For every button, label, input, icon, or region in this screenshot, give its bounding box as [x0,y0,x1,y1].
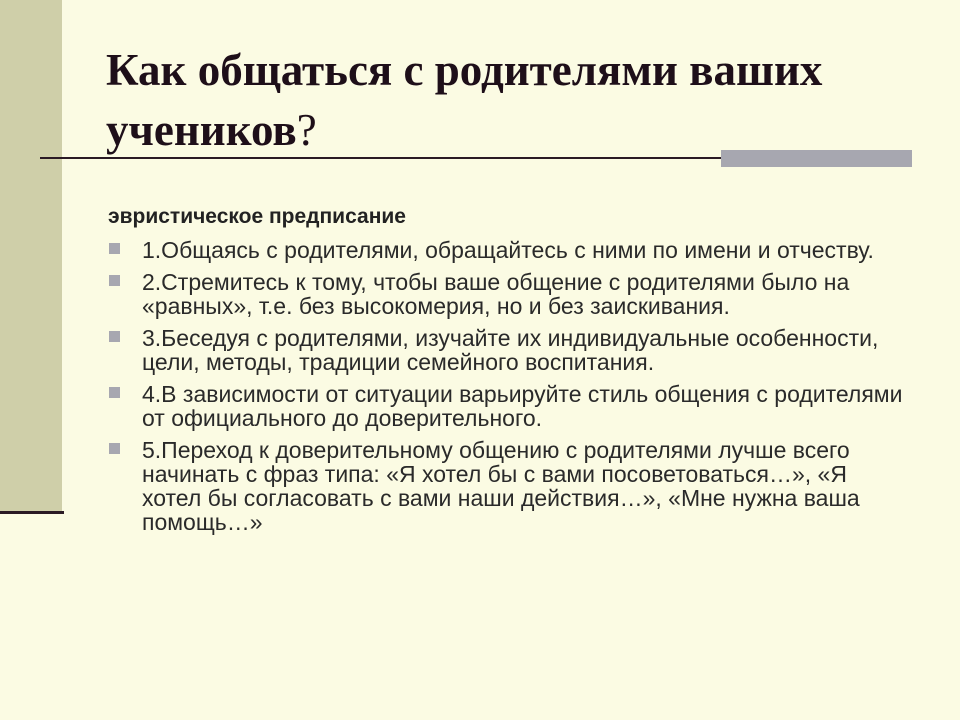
title-accent-bar [721,150,912,167]
square-bullet-icon [109,275,120,286]
list-item-text: 2.Стремитесь к тому, чтобы ваше общение с родителями было на «равных», т.е. без высокомерия, но и без заискивания. [142,269,850,319]
square-bullet-icon [109,387,120,398]
list-item-text: 4.В зависимости от ситуации варьируйте стиль общения с родителями от официального до доверительного. [142,381,903,431]
list-item [108,382,908,430]
square-bullet-icon [109,243,120,254]
list-item-text: 1.Общаясь с родителями, обращайтесь с ними по имени и отчеству. [142,237,874,263]
slide-title [106,40,926,160]
recommendation-list [108,238,908,542]
list-item [108,270,908,318]
square-bullet-icon [109,443,120,454]
slide-title-question-mark: ? [296,105,317,155]
list-item-text: 5.Переход к доверительному общению с родителями лучше всего начинать с фраз типа: «Я хотел бы с вами посоветоваться…», «Я хотел бы согласовать с вами наши действия…», «Мне нужна ваша помощь…» [142,437,860,535]
square-bullet-icon [109,331,120,342]
left-band-underline [0,511,64,514]
left-decorative-band [0,0,62,512]
slide-subtitle: эвристическое предписание [108,205,406,228]
list-item [108,238,908,262]
list-item [108,326,908,374]
list-item-text: 3.Беседуя с родителями, изучайте их индивидуальные особенности, цели, методы, традиции семейного воспитания. [142,325,879,375]
slide-title-text: Как общаться с родителями ваших учеников [106,45,823,155]
list-item [108,438,908,534]
